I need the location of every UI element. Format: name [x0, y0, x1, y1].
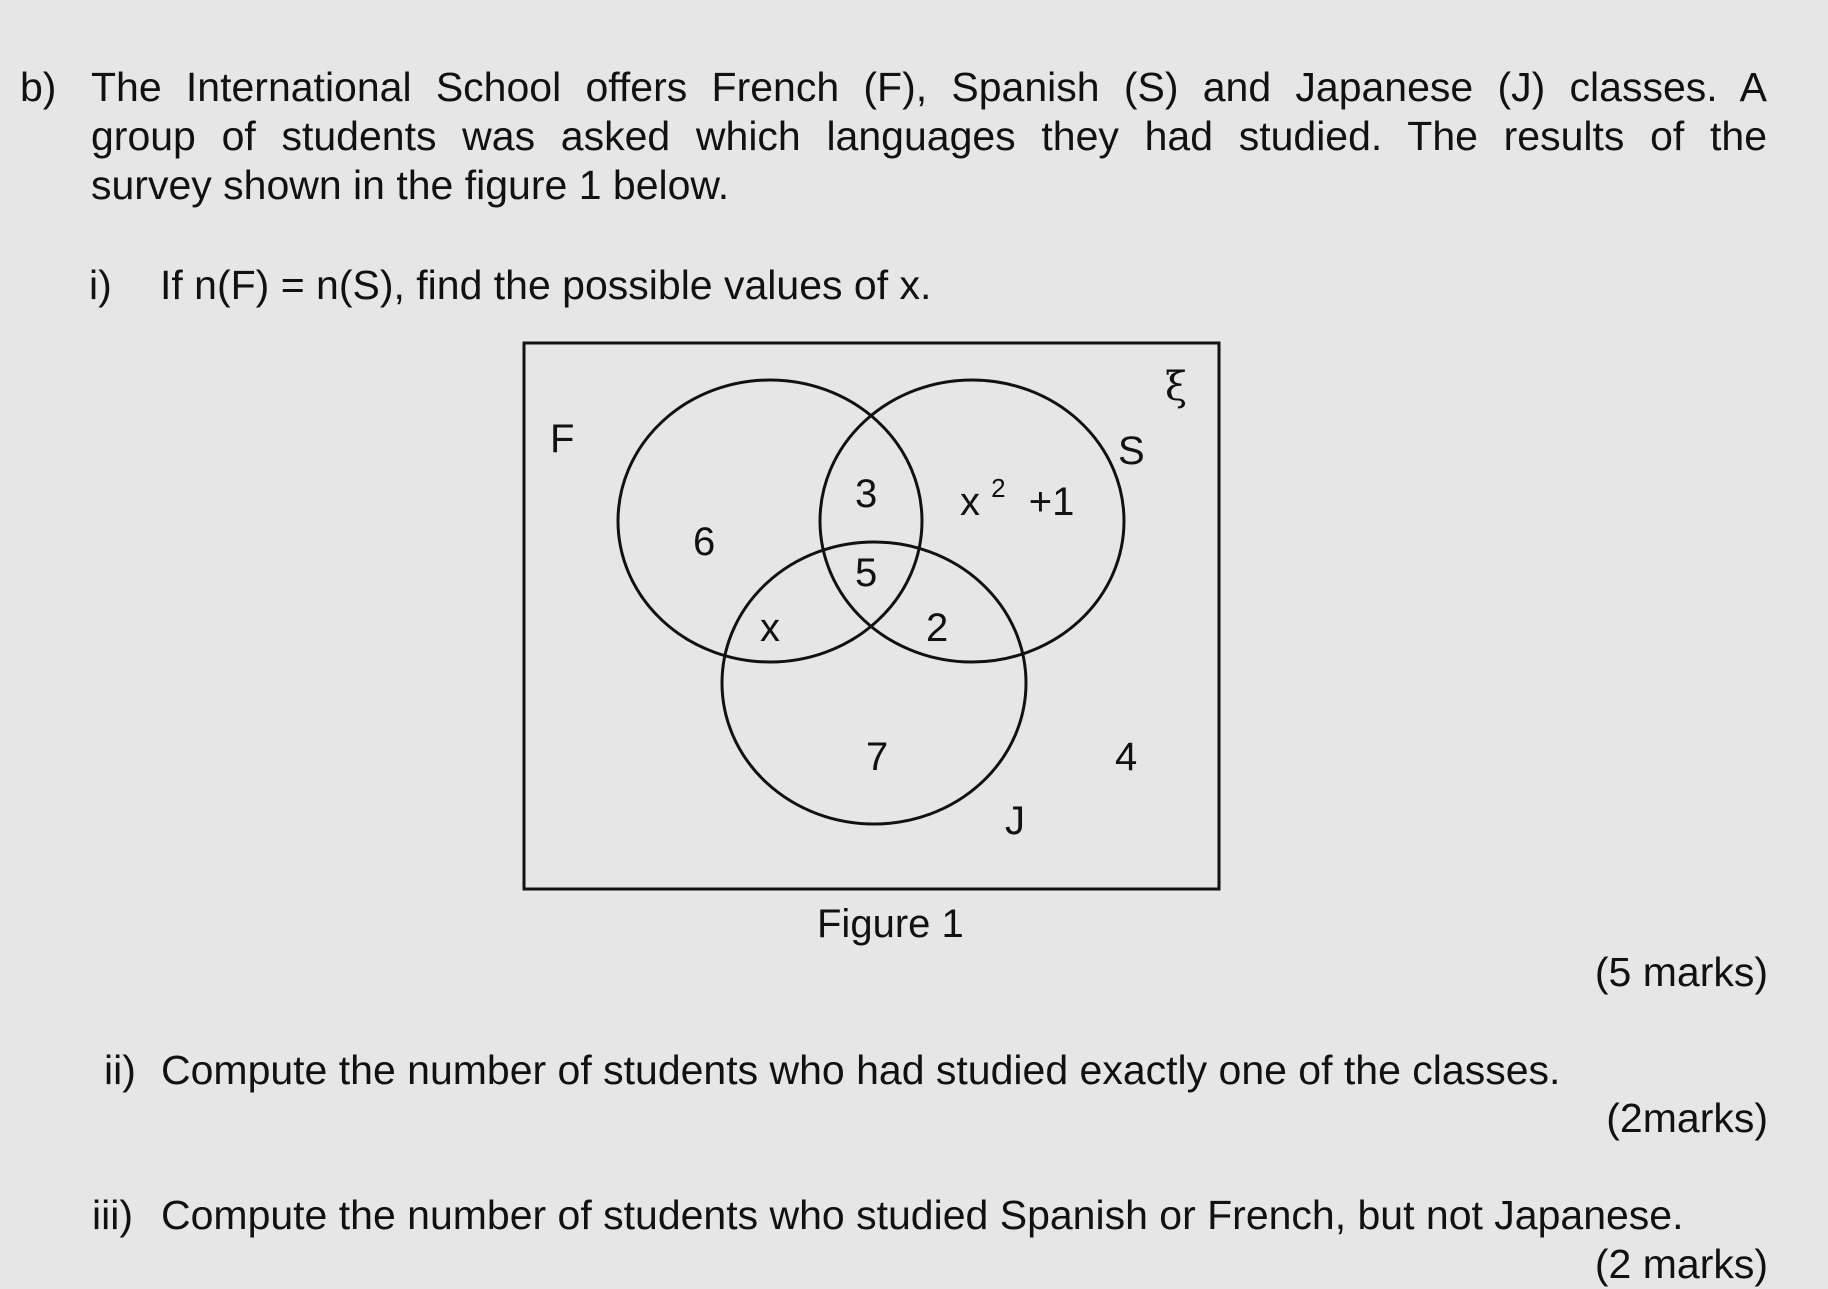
question-label: b) — [20, 64, 57, 110]
region-f-and-j-only: x — [760, 606, 780, 650]
question-line-2: group of students was asked which languages they had studied. The results of the — [91, 113, 1767, 159]
region-s-and-j-only: 2 — [926, 606, 949, 650]
set-label-f: F — [550, 417, 575, 461]
region-s-only-exponent: 2 — [991, 473, 1006, 503]
region-j-only: 7 — [866, 735, 889, 779]
part-ii-text: Compute the number of students who had studied exactly one of the classes. — [161, 1047, 1561, 1093]
universal-symbol: ξ — [1165, 364, 1188, 410]
question-line-1: The International School offers French (F), Spanish (S) and Japanese (J) classes. A — [91, 64, 1767, 110]
universal-set-box — [524, 343, 1219, 889]
region-all-three: 5 — [855, 551, 878, 595]
region-s-only-base: x — [960, 480, 980, 524]
part-i-label: i) — [89, 262, 112, 308]
region-s-only — [960, 462, 1074, 524]
part-iii-text: Compute the number of students who studied Spanish or French, but not Japanese. — [161, 1192, 1684, 1238]
part-ii-marks: (2marks) — [1606, 1095, 1768, 1141]
part-i-marks: (5 marks) — [1594, 949, 1768, 995]
region-f-and-s-only: 3 — [855, 472, 878, 516]
question-line-3: survey shown in the figure 1 below. — [91, 162, 730, 208]
region-s-only-tail: +1 — [1028, 480, 1075, 524]
region-f-only: 6 — [693, 520, 716, 564]
set-label-s: S — [1118, 429, 1145, 473]
part-iii-label: iii) — [92, 1192, 133, 1238]
part-i-text: If n(F) = n(S), find the possible values of x. — [160, 262, 932, 308]
part-iii-marks: (2 marks) — [1594, 1241, 1768, 1287]
figure-caption: Figure 1 — [817, 902, 964, 946]
part-ii-label: ii) — [104, 1047, 136, 1093]
set-label-j: J — [1005, 799, 1025, 843]
region-outside: 4 — [1115, 735, 1138, 779]
